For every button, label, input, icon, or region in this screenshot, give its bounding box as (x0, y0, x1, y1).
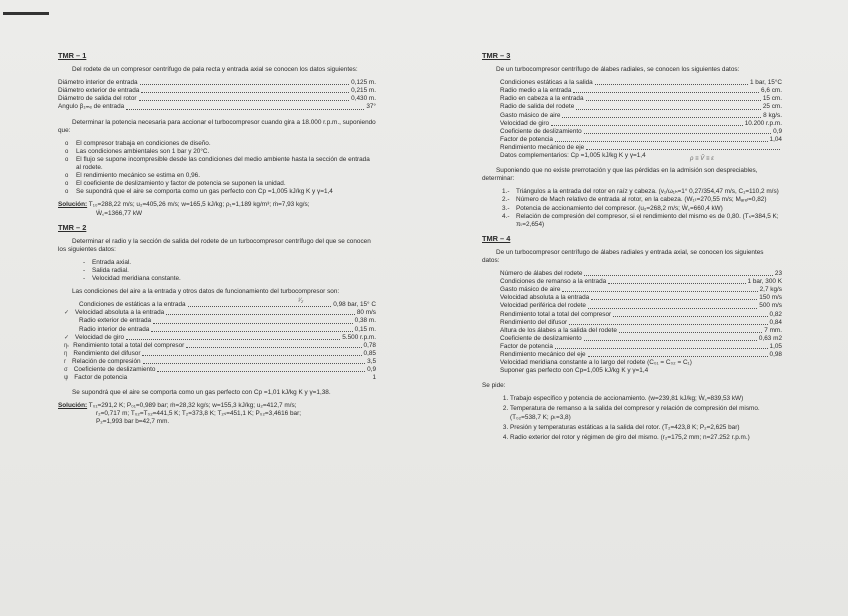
list-item: - Velocidad meridiana constante. (92, 275, 376, 283)
problem-title: TMR – 3 (482, 51, 511, 60)
list-item: 2.- Número de Mach relativo de entrada al rotor, en la cabeza. (W₁ₜ=270,55 m/s; Mₐᵣₑₗ=0,82) (502, 196, 767, 204)
data-row: η Rendimiento del difusor 0,85 (64, 349, 376, 357)
list-item: - Salida radial. (92, 267, 376, 275)
data-row: Velocidad de giro 10.200 r.p.m. (500, 119, 782, 127)
data-row: Rendimiento mecánico de eje (500, 144, 782, 152)
solution-line: Ẇ꜀=1366,77 kW (96, 209, 143, 217)
list-item: o El coeficiente de deslizamiento y factor de potencia se suponen la unidad. (76, 180, 376, 188)
data-list (58, 301, 376, 382)
list-item: o El rendimiento mecánico se estima en 0,96. (76, 172, 376, 180)
solution-line: T₀₁=291,2 K; P₀₁=0,989 bar; ṁ=28,32 kg/s; w=155,3 kJ/kg; u₂=412,7 m/s; (88, 402, 297, 410)
list-item: 1.- Triángulos a la entrada del rotor en raíz y cabeza. (v₁/ω₁ₕ=1° 0,27/354,47 m/s, C₁=110,2 m/s) (502, 188, 779, 196)
data-row: Radio interior de entrada 0,15 m. (79, 325, 376, 333)
solution-label: Solución: (58, 402, 88, 410)
problem-tmr-3 (482, 52, 782, 229)
data-row: Datos complementarios: Cp =1,005 kJ/kg K y γ=1,4 (500, 152, 646, 160)
data-row: Rendimiento del difusor 0,84 (500, 318, 782, 326)
data-row: ψ Factor de potencia 1 (64, 374, 376, 382)
solution-line: P₂=1,993 bar b=42,7 mm. (96, 418, 170, 426)
question-list (482, 188, 782, 228)
data-row: Rendimiento total a total del compresor 0,82 (500, 310, 782, 318)
problem-tmr-4 (482, 235, 782, 442)
problem-title: TMR – 1 (58, 51, 87, 60)
problem-assumption: Suponiendo que no existe prerrotación y que las pérdidas en la admisión son despreciables, determinar: (482, 167, 758, 183)
conditions-text: Las condiciones del aire a la entrada y otros datos de funcionamiento del turbocompresor son: (72, 288, 340, 296)
data-row: σ Coeficiente de deslizamiento 0,9 (64, 366, 376, 373)
problem-task: Determinar la potencia necesaria para accionar el turbocompresor cuando gira a 18.000 r.p.m., suponiendo que: (58, 118, 376, 134)
data-row: ηₜ Rendimiento total a total del compresor 0,78 (64, 341, 376, 349)
data-row: Diámetro exterior de entrada 0,215 m. (58, 87, 376, 95)
data-row: Rendimiento mecánico del eje 0,98 (500, 351, 782, 358)
list-item: - Entrada axial. (92, 259, 376, 267)
data-row: Velocidad meridiana constante a lo largo del rodete (C₀₁ = C₀₂ = C₁) (500, 359, 692, 367)
data-list (482, 79, 782, 163)
data-row: Condiciones de estáticas a la entrada 0,98 bar, 15° C (79, 301, 376, 309)
solution-line: r₂=0,717 m; T₀₂=T₀₂=441,5 K; T₂=373,8 K; T₂ₛ=451,1 K; P₀₂=3,4616 bar; (96, 410, 301, 418)
data-row: ✓ Velocidad de giro 5.500 r.p.m. (64, 333, 376, 341)
data-list (482, 270, 782, 375)
problem-intro: Determinar el radio y la sección de salida del rodete de un turbocompresor centrífugo del que se conocen los siguientes datos: (58, 237, 371, 253)
left-column (58, 52, 376, 433)
problem-intro: De un turbocompresor centrífugo de álabes radiales, se conocen los siguientes datos: (496, 66, 740, 74)
data-row: Radio de salida del rodete 25 cm. (500, 103, 782, 111)
data-row: Radio exterior de entrada 0,38 m. (79, 317, 376, 325)
problem-title: TMR – 4 (482, 233, 511, 243)
problem-title: TMR – 2 (58, 222, 87, 232)
data-row: Velocidad absoluta a la entrada 150 m/s (500, 294, 782, 302)
data-row: ✓ Velocidad absoluta a la entrada 80 m/s (64, 309, 376, 317)
data-row: Gasto másico de aire 2,7 kg/s (500, 286, 782, 294)
gas-assumption: Se supondrá que el aire se comporta como un gas perfecto con Cp =1,01 kJ/kg K y γ=1,38. (72, 389, 331, 397)
data-row: Velocidad periférica del rodete 500 m/s (500, 302, 782, 310)
problem-tmr-1 (58, 52, 376, 218)
list-item: 4.- Relación de compresión del compresor, si el rendimiento del mismo es de 0,80. (Tₛ=384,5 K; πₜ=2,654) (502, 212, 779, 228)
data-row: Diámetro interior de entrada 0,125 m. (58, 79, 376, 87)
pencil-note: ¹⁄₂ (298, 298, 304, 305)
data-row: Altura de los álabes a la salida del rodete 7 mm. (500, 326, 782, 334)
ask-label: Se pide: (482, 382, 506, 390)
list-item: o Se supondrá que el aire se comporta como un gas perfecto con Cp =1,005 kJ/kg K y γ=1,4 (76, 188, 376, 196)
data-row: Factor de potencia 1,05 (500, 342, 782, 350)
data-row: Coeficiente de deslizamiento 0,63 m2 (500, 334, 782, 342)
problem-intro: Del rodete de un compresor centrífugo de pala recta y entrada axial se conocen los datos siguientes: (72, 66, 358, 74)
list-item: 2. Temperatura de remanso a la salida del compresor y relación de compresión del mismo. (T₀₂=538,7 K; ρₜ=3,8) (510, 405, 782, 421)
assumption-list (58, 140, 376, 197)
data-row: r Relación de compresión 3,5 (64, 357, 376, 365)
data-row: Condiciones de remanso a la entrada 1 bar, 300 K (500, 278, 782, 286)
solution (58, 402, 376, 426)
data-row: Angulo β₁ₘₑ de entrada 37° (58, 103, 376, 111)
problem-intro: De un turbocompresor centrífugo de álabes radiales y entrada axial, se conocen los siguientes datos: (482, 248, 764, 264)
pencil-note: ρ ≡ Ṽ ≡ ε (690, 156, 714, 163)
conditions-list (58, 259, 376, 283)
data-row: Gasto másico de aire 8 kg/s. (500, 111, 782, 119)
list-item: o El compresor trabaja en condiciones de diseño. (76, 140, 376, 148)
right-column (482, 52, 782, 447)
data-row: Radio en cabeza a la entrada 15 cm. (500, 95, 782, 103)
list-item: o El flujo se supone incompresible desde las condiciones del medio ambiente hasta la sección de entrada al rodete. (76, 156, 376, 172)
solution-line: T₁₀=288,22 m/s; u₂=405,26 m/s; w=165,5 kJ/kg; ρ₁=1,189 kg/m³; ṁ=7,93 kg/s; (88, 201, 310, 209)
list-item: 3.- Potencia de accionamiento del compresor. (u₂=268,2 m/s; Ẇ꜀=660,4 kW) (502, 204, 723, 212)
data-list (58, 79, 376, 111)
problem-tmr-2 (58, 224, 376, 427)
data-row: Diámetro de salida del rotor 0,430 m. (58, 95, 376, 103)
data-row: Condiciones estáticas a la salida 1 bar, 15°C (500, 79, 782, 87)
data-row: Coeficiente de deslizamiento 0,9 (500, 127, 782, 135)
solution-label: Solución: (58, 201, 88, 209)
list-item: o Las condiciones ambientales son 1 bar y 20°C. (76, 148, 376, 156)
scan-mark (3, 12, 49, 15)
data-row: Suponer gas perfecto con Cp=1,005 kJ/kg K y γ=1,4 (500, 367, 649, 375)
list-item: 3. Presión y temperaturas estáticas a la salida del rotor. (T₂=423,8 K; P₂=2,625 bar) (510, 424, 782, 432)
data-row: Factor de potencia 1,04 (500, 135, 782, 143)
list-item: 4. Radio exterior del rotor y régimen de giro del mismo. (r₂=175,2 mm; n=27.252 r.p.m.) (510, 434, 782, 442)
solution (58, 201, 376, 217)
list-item: 1. Trabajo específico y potencia de accionamiento. (w=239,81 kJ/kg; Ẇ꜀=839,53 kW) (510, 395, 782, 403)
data-row: Radio medio a la entrada 6,6 cm. (500, 87, 782, 95)
question-list (482, 395, 782, 441)
data-row: Número de álabes del rodete 23 (500, 270, 782, 278)
